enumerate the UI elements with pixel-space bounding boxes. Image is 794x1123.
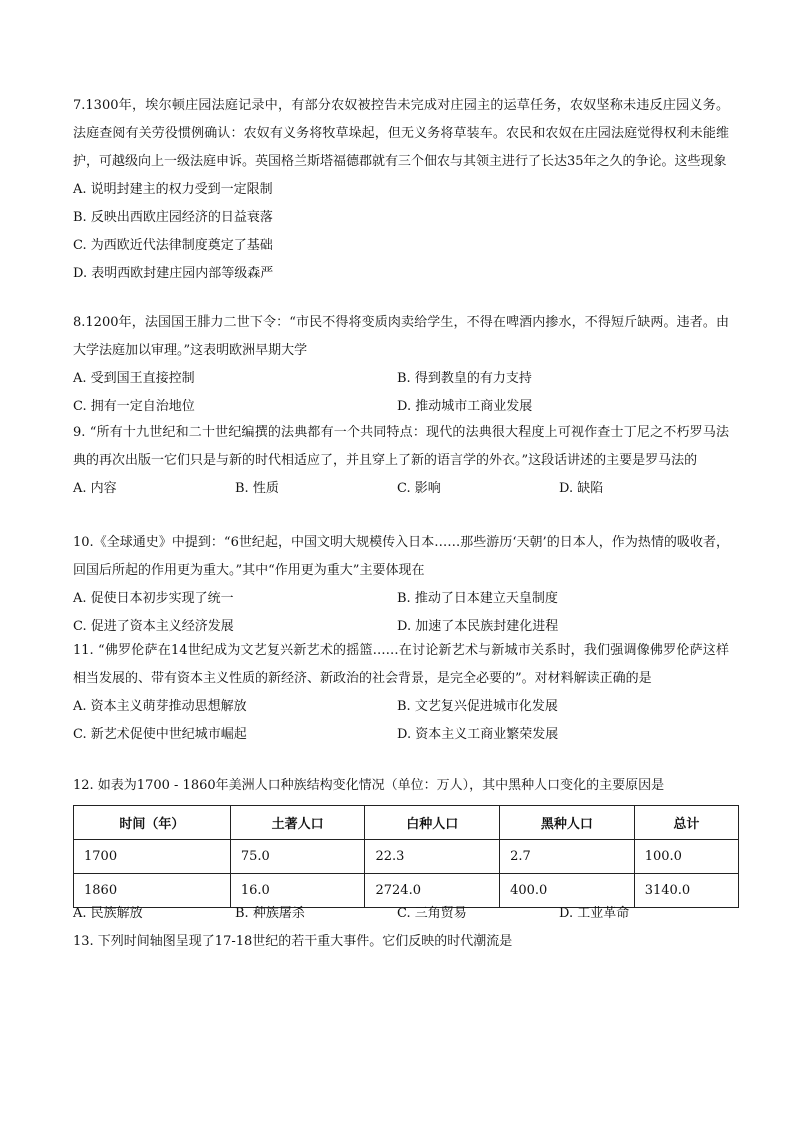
table-cell: 2.7: [500, 840, 635, 874]
question-9-stem: 9. “所有十九世纪和二十世纪编撰的法典都有一个共同特点：现代的法典很大程度上可视作查士丁尼之不朽罗马法典的再次出版一它们只是与新的时代相适应了，并且穿上了新的语言学的外衣。”这段话讲述的主要是罗马法的: [73, 425, 729, 468]
question-7-option-d: D. 表明西欧封建庄园内部等级森严: [73, 266, 274, 281]
question-13-stem: 13. 下列时间轴图呈现了17-18世纪的若干重大事件。它们反映的时代潮流是: [73, 934, 513, 949]
question-9-option-c: C. 影响: [397, 481, 441, 496]
question-10-options-row-1: [73, 585, 729, 613]
question-12-option-c: C. 三角贸易: [397, 906, 467, 921]
table-cell: 22.3: [365, 840, 500, 874]
table-row: [74, 840, 739, 874]
table-header-year: 时间（年）: [74, 806, 231, 840]
question-9-option-d: D. 缺陷: [559, 481, 604, 496]
question-11-option-c: C. 新艺术促使中世纪城市崛起: [73, 727, 247, 742]
question-8-option-c: C. 拥有一定自治地位: [73, 399, 195, 414]
table-cell: 2724.0: [365, 874, 500, 908]
question-10-option-a: A. 促使日本初步实现了统一: [73, 591, 234, 606]
question-12-options: [73, 900, 729, 928]
question-11-options-row-2: [73, 721, 729, 749]
question-7-option-b: B. 反映出西欧庄园经济的日益衰落: [73, 210, 273, 225]
table-header-total: 总计: [634, 806, 738, 840]
question-12-options-row: [73, 900, 729, 928]
question-12: [73, 772, 729, 800]
question-7-stem: 7.1300年，埃尔顿庄园法庭记录中，有部分农奴被控告未完成对庄园主的运草任务，农奴坚称未违反庄园义务。法庭查阅有关劳役惯例确认：农奴有义务将牧草垛起，但无义务将草装车。农民和农奴在庄园法庭觉得权利未能维护，可越级向上一级法庭申诉。英国格兰斯塔福德郡就有三个佃农与其领主进行了长达35年之久的争论。这些现象: [73, 98, 729, 169]
question-7-option-a: A. 说明封建主的权力受到一定限制: [73, 182, 273, 197]
question-9: [73, 419, 729, 503]
question-8-options-row-1: [73, 365, 729, 393]
question-10-option-b: B. 推动了日本建立天皇制度: [397, 591, 558, 606]
question-11-options-row-1: [73, 693, 729, 721]
question-8-option-d: D. 推动城市工商业发展: [397, 399, 533, 414]
question-11: [73, 637, 729, 749]
question-12-option-b: B. 种族屠杀: [235, 906, 305, 921]
question-9-option-a: A. 内容: [73, 481, 117, 496]
table-cell: 400.0: [500, 874, 635, 908]
question-8-option-b: B. 得到教皇的有力支持: [397, 371, 532, 386]
table-cell: 100.0: [634, 840, 738, 874]
question-12-stem: 12. 如表为1700 - 1860年美洲人口种族结构变化情况（单位：万人），其中黑种人口变化的主要原因是: [73, 778, 665, 793]
table-cell: 75.0: [230, 840, 365, 874]
table-cell: 1700: [74, 840, 231, 874]
table-cell: 1860: [74, 874, 231, 908]
table-header-native: 土著人口: [230, 806, 365, 840]
question-12-option-d: D. 工业革命: [559, 906, 630, 921]
question-9-option-b: B. 性质: [235, 481, 279, 496]
question-11-option-b: B. 文艺复兴促进城市化发展: [397, 699, 558, 714]
question-10: [73, 529, 729, 641]
question-8-options-row-2: [73, 393, 729, 421]
question-13: [73, 928, 729, 956]
question-10-stem: 10.《全球通史》中提到：“6世纪起，中国文明大规模传入日本……那些游历‘天朝’的日本人，作为热情的吸收者，回国后所起的作用更为重大。”其中“作用更为重大”主要体现在: [73, 535, 729, 578]
table-header-row: [74, 806, 739, 840]
question-11-stem: 11. “佛罗伦萨在14世纪成为文艺复兴新艺术的摇篮……在讨论新艺术与新城市关系时，我们强调像佛罗伦萨这样相当发展的、带有资本主义性质的新经济、新政治的社会背景，是完全必要的”。对材料解读正确的是: [73, 643, 729, 686]
population-table: [73, 805, 739, 908]
question-9-options: [73, 475, 729, 503]
question-7-option-c: C. 为西欧近代法律制度奠定了基础: [73, 238, 273, 253]
table-header-black: 黑种人口: [500, 806, 635, 840]
question-12-option-a: A. 民族解放: [73, 906, 143, 921]
table-cell: 3140.0: [634, 874, 738, 908]
question-8: [73, 309, 729, 421]
question-7: [73, 92, 729, 288]
question-8-option-a: A. 受到国王直接控制: [73, 371, 195, 386]
question-11-option-a: A. 资本主义萌芽推动思想解放: [73, 699, 247, 714]
table-cell: 16.0: [230, 874, 365, 908]
question-10-option-c: C. 促进了资本主义经济发展: [73, 619, 234, 634]
table-header-white: 白种人口: [365, 806, 500, 840]
question-10-option-d: D. 加速了本民族封建化进程: [397, 619, 559, 634]
question-11-option-d: D. 资本主义工商业繁荣发展: [397, 727, 559, 742]
question-8-stem: 8.1200年，法国国王腓力二世下令：“市民不得将变质肉卖给学生，不得在啤酒内掺水，不得短斤缺两。违者。由大学法庭加以审理。”这表明欧洲早期大学: [73, 315, 729, 358]
